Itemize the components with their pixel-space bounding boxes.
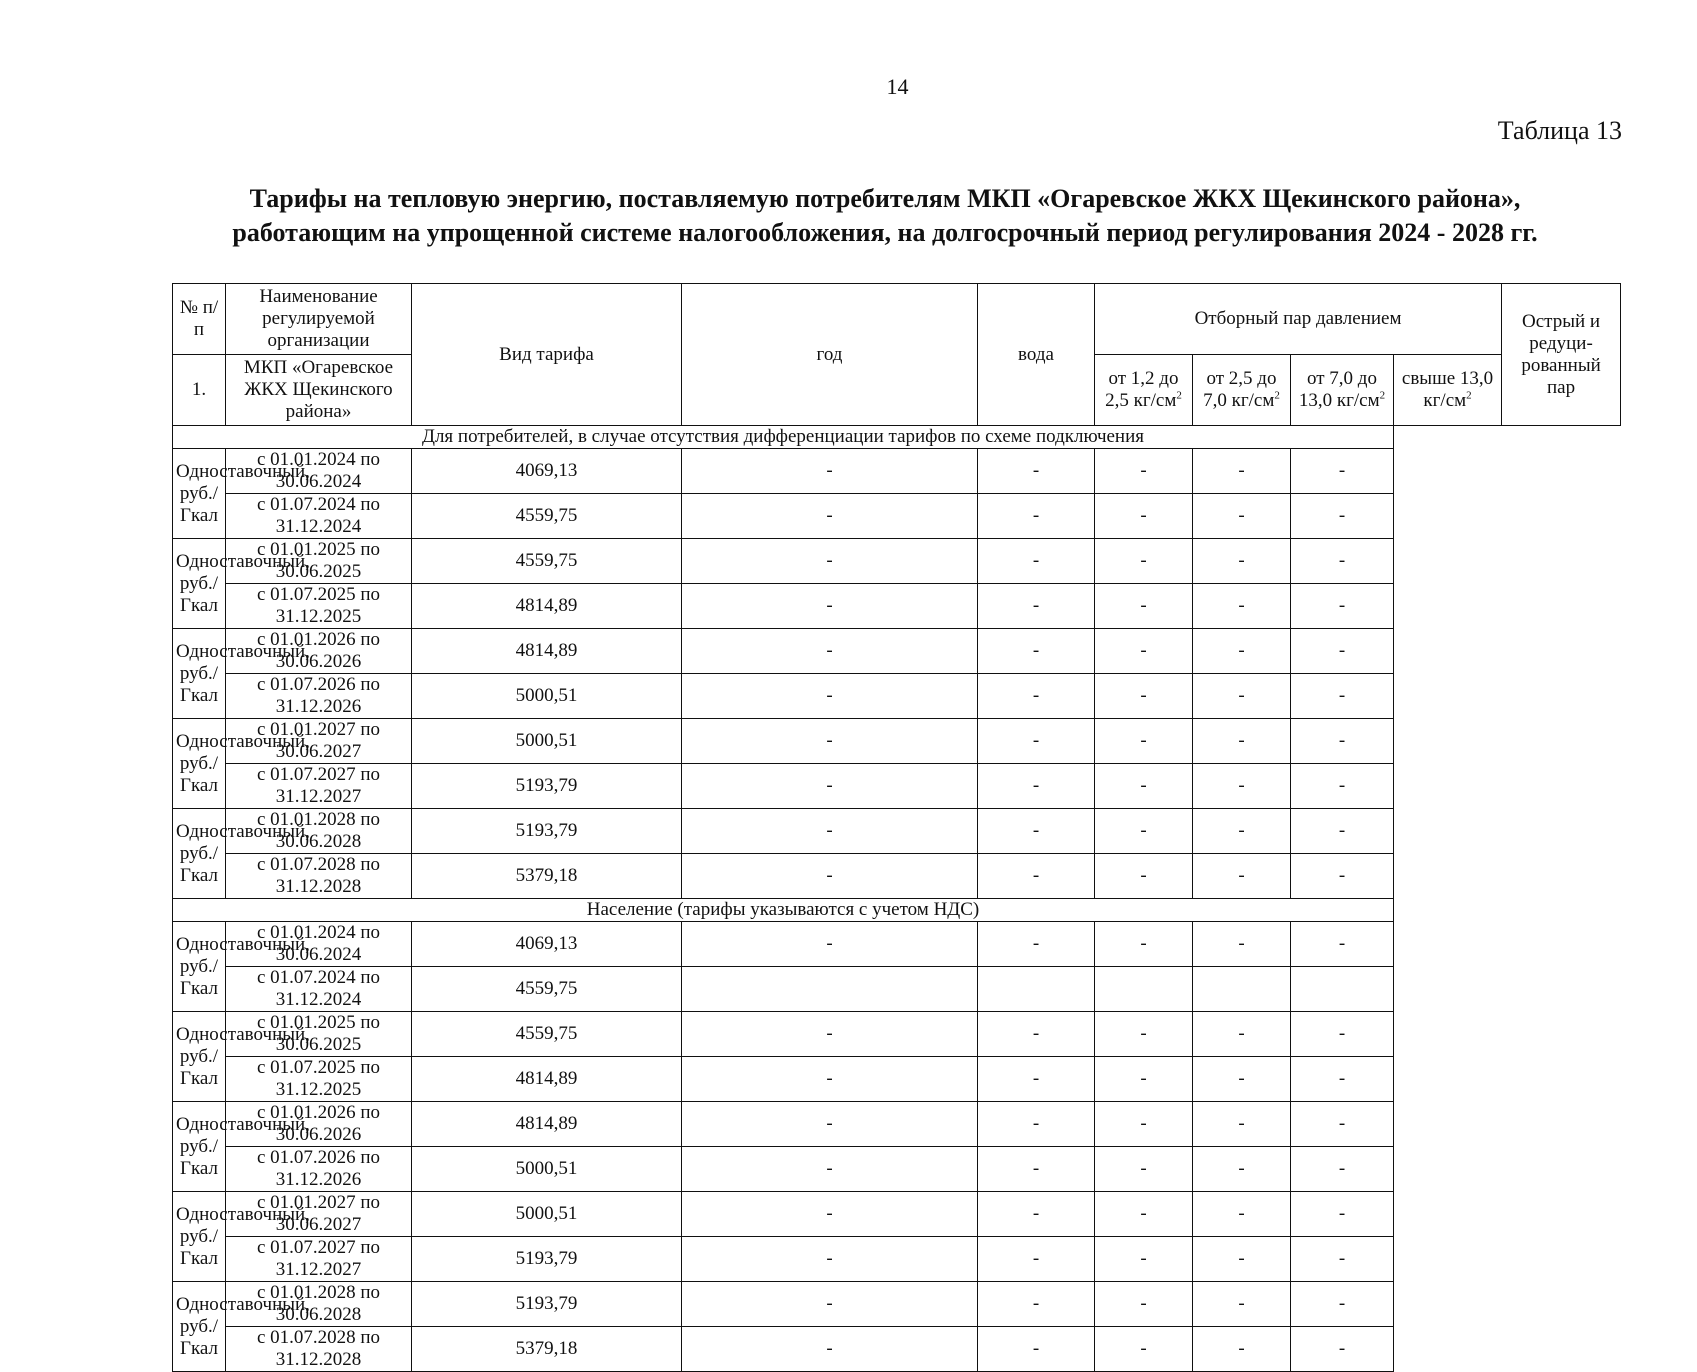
period-cell: с 01.01.2026 по 30.06.2026 [226, 1102, 412, 1147]
tariff-table [172, 283, 1621, 1372]
steam-tariff-cell: - [1193, 854, 1291, 899]
steam-tariff-cell: - [978, 719, 1095, 764]
steam-tariff-cell: - [1193, 629, 1291, 674]
steam-tariff-cell: - [1291, 1192, 1394, 1237]
steam-tariff-cell: - [1193, 1012, 1291, 1057]
steam-tariff-cell: - [1291, 809, 1394, 854]
steam-tariff-cell: - [1095, 629, 1193, 674]
table-row [173, 629, 1621, 674]
table-row [173, 967, 1621, 1012]
period-cell: с 01.01.2025 по 30.06.2025 [226, 539, 412, 584]
steam-tariff-cell: - [978, 449, 1095, 494]
water-tariff-cell: 4814,89 [412, 584, 682, 629]
water-tariff-cell: 4559,75 [412, 967, 682, 1012]
header-pressure-4: свыше 13,0 $кг/см^2$ [1394, 355, 1502, 426]
water-tariff-cell: 5193,79 [412, 1282, 682, 1327]
steam-tariff-cell: - [682, 809, 978, 854]
steam-tariff-cell: - [978, 1057, 1095, 1102]
period-cell: с 01.07.2024 по 31.12.2024 [226, 967, 412, 1012]
header-sharp-steam: Острый и редуци-рованный пар [1502, 284, 1621, 426]
steam-tariff-cell: - [1291, 719, 1394, 764]
steam-tariff-cell: - [1193, 539, 1291, 584]
header-tariff-type: Вид тарифа [412, 284, 682, 426]
steam-tariff-cell: - [1095, 674, 1193, 719]
table-row [173, 1012, 1621, 1057]
period-cell: с 01.01.2028 по 30.06.2028 [226, 1282, 412, 1327]
steam-tariff-cell: - [978, 764, 1095, 809]
steam-tariff-cell: - [1193, 1327, 1291, 1372]
water-tariff-cell: 4559,75 [412, 539, 682, 584]
tariff-type-cell: Одноставочный, руб./Гкал [173, 922, 226, 1012]
steam-tariff-cell: - [1291, 1327, 1394, 1372]
table-row [173, 1147, 1621, 1192]
document-title [150, 182, 1620, 250]
section-row [173, 426, 1621, 449]
water-tariff-cell: 4069,13 [412, 449, 682, 494]
steam-tariff-cell: - [978, 809, 1095, 854]
steam-tariff-cell: - [682, 1327, 978, 1372]
header-pressure-3: от 7,0 до 13,0 $кг/см^2$ [1291, 355, 1394, 426]
steam-tariff-cell [1095, 967, 1193, 1012]
table-row [173, 494, 1621, 539]
period-cell: с 01.07.2025 по 31.12.2025 [226, 584, 412, 629]
steam-tariff-cell: - [978, 854, 1095, 899]
steam-tariff-cell: - [1193, 809, 1291, 854]
table-row [173, 854, 1621, 899]
steam-tariff-cell: - [1291, 922, 1394, 967]
steam-tariff-cell: - [682, 1192, 978, 1237]
water-tariff-cell: 4814,89 [412, 629, 682, 674]
period-cell: с 01.07.2026 по 31.12.2026 [226, 674, 412, 719]
steam-tariff-cell: - [682, 922, 978, 967]
table-row [173, 674, 1621, 719]
water-tariff-cell: 5193,79 [412, 764, 682, 809]
steam-tariff-cell: - [1291, 854, 1394, 899]
header-organization: Наименование регулируемой организации [226, 284, 412, 355]
steam-tariff-cell: - [1193, 1237, 1291, 1282]
period-cell: с 01.07.2026 по 31.12.2026 [226, 1147, 412, 1192]
steam-tariff-cell: - [978, 1237, 1095, 1282]
section-label: Население (тарифы указываются с учетом НДС) [173, 899, 1394, 922]
period-cell: с 01.07.2027 по 31.12.2027 [226, 1237, 412, 1282]
steam-tariff-cell: - [1095, 922, 1193, 967]
steam-tariff-cell: - [682, 539, 978, 584]
steam-tariff-cell: - [682, 584, 978, 629]
steam-tariff-cell: - [682, 1057, 978, 1102]
steam-tariff-cell: - [682, 449, 978, 494]
steam-tariff-cell: - [1291, 449, 1394, 494]
steam-tariff-cell: - [1193, 764, 1291, 809]
steam-tariff-cell: - [978, 674, 1095, 719]
water-tariff-cell: 5000,51 [412, 719, 682, 764]
page-number: 14 [886, 74, 909, 99]
steam-tariff-cell: - [1095, 1237, 1193, 1282]
header-pressure-2: от 2,5 до 7,0 $кг/см^2$ [1193, 355, 1291, 426]
steam-tariff-cell: - [978, 629, 1095, 674]
header-year: год [682, 284, 978, 426]
steam-tariff-cell: - [1095, 1282, 1193, 1327]
steam-tariff-cell: - [1193, 922, 1291, 967]
table-row [173, 1327, 1621, 1372]
tariff-type-cell: Одноставочный, руб./Гкал [173, 539, 226, 629]
steam-tariff-cell [1291, 967, 1394, 1012]
steam-tariff-cell: - [1291, 494, 1394, 539]
period-cell: с 01.07.2025 по 31.12.2025 [226, 1057, 412, 1102]
steam-tariff-cell: - [682, 1012, 978, 1057]
period-cell: с 01.01.2027 по 30.06.2027 [226, 719, 412, 764]
table-row [173, 1282, 1621, 1327]
steam-tariff-cell: - [682, 674, 978, 719]
steam-tariff-cell: - [1095, 1192, 1193, 1237]
tariff-type-cell: Одноставочный, руб./Гкал [173, 1102, 226, 1192]
steam-tariff-cell: - [682, 854, 978, 899]
period-cell: с 01.01.2024 по 30.06.2024 [226, 449, 412, 494]
water-tariff-cell: 5000,51 [412, 1192, 682, 1237]
steam-tariff-cell: - [1095, 809, 1193, 854]
steam-tariff-cell: - [978, 1147, 1095, 1192]
steam-tariff-cell: - [1095, 1327, 1193, 1372]
steam-tariff-cell: - [682, 494, 978, 539]
steam-tariff-cell: - [1095, 1102, 1193, 1147]
steam-tariff-cell: - [1193, 1282, 1291, 1327]
steam-tariff-cell [1193, 967, 1291, 1012]
water-tariff-cell: 4559,75 [412, 1012, 682, 1057]
table-row [173, 584, 1621, 629]
water-tariff-cell: 4069,13 [412, 922, 682, 967]
steam-tariff-cell: - [1291, 1012, 1394, 1057]
steam-tariff-cell: - [1291, 1282, 1394, 1327]
steam-tariff-cell: - [1095, 1012, 1193, 1057]
tariff-type-cell: Одноставочный, руб./Гкал [173, 629, 226, 719]
table-row [173, 1057, 1621, 1102]
steam-tariff-cell: - [682, 1282, 978, 1327]
steam-tariff-cell: - [1291, 539, 1394, 584]
steam-tariff-cell: - [1193, 1147, 1291, 1192]
table-row [173, 449, 1621, 494]
period-cell: с 01.07.2024 по 31.12.2024 [226, 494, 412, 539]
water-tariff-cell: 5193,79 [412, 809, 682, 854]
table-row [173, 809, 1621, 854]
steam-tariff-cell: - [978, 922, 1095, 967]
section-label: Для потребителей, в случае отсутствия дифференциации тарифов по схеме подключения [173, 426, 1394, 449]
steam-tariff-cell: - [1291, 1147, 1394, 1192]
steam-tariff-cell: - [1095, 449, 1193, 494]
header-pressure-1: от 1,2 до 2,5 $кг/см^2$ [1095, 355, 1193, 426]
steam-tariff-cell: - [1095, 1147, 1193, 1192]
period-cell: с 01.07.2028 по 31.12.2028 [226, 1327, 412, 1372]
header-extraction-steam: Отборный пар давлением [1095, 284, 1502, 355]
period-cell: с 01.01.2026 по 30.06.2026 [226, 629, 412, 674]
water-tariff-cell: 5193,79 [412, 1237, 682, 1282]
steam-tariff-cell: - [682, 764, 978, 809]
tariff-type-cell: Одноставочный, руб./Гкал [173, 719, 226, 809]
water-tariff-cell: 4814,89 [412, 1102, 682, 1147]
period-cell: с 01.01.2028 по 30.06.2028 [226, 809, 412, 854]
steam-tariff-cell: - [1095, 764, 1193, 809]
steam-tariff-cell: - [682, 1147, 978, 1192]
steam-tariff-cell: - [978, 1192, 1095, 1237]
water-tariff-cell: 5000,51 [412, 1147, 682, 1192]
table-row [173, 1102, 1621, 1147]
steam-tariff-cell: - [978, 584, 1095, 629]
steam-tariff-cell: - [1193, 674, 1291, 719]
tariff-type-cell: Одноставочный, руб./Гкал [173, 1012, 226, 1102]
steam-tariff-cell: - [1193, 494, 1291, 539]
period-cell: с 01.07.2027 по 31.12.2027 [226, 764, 412, 809]
steam-tariff-cell: - [1095, 719, 1193, 764]
steam-tariff-cell: - [1291, 674, 1394, 719]
table-row [173, 1192, 1621, 1237]
period-cell: с 01.01.2024 по 30.06.2024 [226, 922, 412, 967]
tariff-type-cell: Одноставочный, руб./Гкал [173, 1282, 226, 1372]
steam-tariff-cell: - [1291, 1102, 1394, 1147]
water-tariff-cell: 4559,75 [412, 494, 682, 539]
steam-tariff-cell [978, 967, 1095, 1012]
organization-name: МКП «Огаревское ЖКХ Щекинского района» [226, 355, 412, 426]
water-tariff-cell: 5379,18 [412, 854, 682, 899]
steam-tariff-cell: - [1291, 629, 1394, 674]
table-row [173, 719, 1621, 764]
steam-tariff-cell: - [1291, 584, 1394, 629]
tariff-type-cell: Одноставочный, руб./Гкал [173, 1192, 226, 1282]
title-line-1: Тарифы на тепловую энергию, поставляемую потребителям МКП «Огаревское ЖКХ Щекинского района», [249, 184, 1521, 213]
section-row [173, 899, 1621, 922]
header-num: № п/п [173, 284, 226, 355]
steam-tariff-cell: - [1095, 494, 1193, 539]
steam-tariff-cell: - [1193, 584, 1291, 629]
table-row [173, 539, 1621, 584]
steam-tariff-cell: - [1095, 539, 1193, 584]
steam-tariff-cell: - [1291, 764, 1394, 809]
steam-tariff-cell: - [978, 1012, 1095, 1057]
steam-tariff-cell: - [1193, 1192, 1291, 1237]
tariff-type-cell: Одноставочный, руб./Гкал [173, 449, 226, 539]
steam-tariff-cell: - [1291, 1237, 1394, 1282]
steam-tariff-cell: - [1095, 854, 1193, 899]
period-cell: с 01.01.2027 по 30.06.2027 [226, 1192, 412, 1237]
title-line-2: работающим на упрощенной системе налогообложения, на долгосрочный период регулирования 2024 - 2028 гг. [232, 218, 1538, 247]
header-water: вода [978, 284, 1095, 426]
steam-tariff-cell: - [1095, 584, 1193, 629]
period-cell: с 01.07.2028 по 31.12.2028 [226, 854, 412, 899]
steam-tariff-cell: - [1193, 719, 1291, 764]
table-row [173, 764, 1621, 809]
steam-tariff-cell: - [978, 539, 1095, 584]
steam-tariff-cell: - [682, 1237, 978, 1282]
steam-tariff-cell: - [1193, 449, 1291, 494]
steam-tariff-cell: - [1291, 1057, 1394, 1102]
steam-tariff-cell: - [1095, 1057, 1193, 1102]
steam-tariff-cell: - [978, 1327, 1095, 1372]
steam-tariff-cell [682, 967, 978, 1012]
steam-tariff-cell: - [682, 629, 978, 674]
table-row [173, 922, 1621, 967]
steam-tariff-cell: - [1193, 1102, 1291, 1147]
table-label: Таблица 13 [1497, 116, 1622, 145]
row-number: 1. [173, 355, 226, 426]
steam-tariff-cell: - [1193, 1057, 1291, 1102]
steam-tariff-cell: - [682, 719, 978, 764]
steam-tariff-cell: - [978, 494, 1095, 539]
water-tariff-cell: 5000,51 [412, 674, 682, 719]
table-row [173, 1237, 1621, 1282]
steam-tariff-cell: - [978, 1102, 1095, 1147]
tariff-type-cell: Одноставочный, руб./Гкал [173, 809, 226, 899]
period-cell: с 01.01.2025 по 30.06.2025 [226, 1012, 412, 1057]
steam-tariff-cell: - [682, 1102, 978, 1147]
steam-tariff-cell: - [978, 1282, 1095, 1327]
water-tariff-cell: 4814,89 [412, 1057, 682, 1102]
water-tariff-cell: 5379,18 [412, 1327, 682, 1372]
